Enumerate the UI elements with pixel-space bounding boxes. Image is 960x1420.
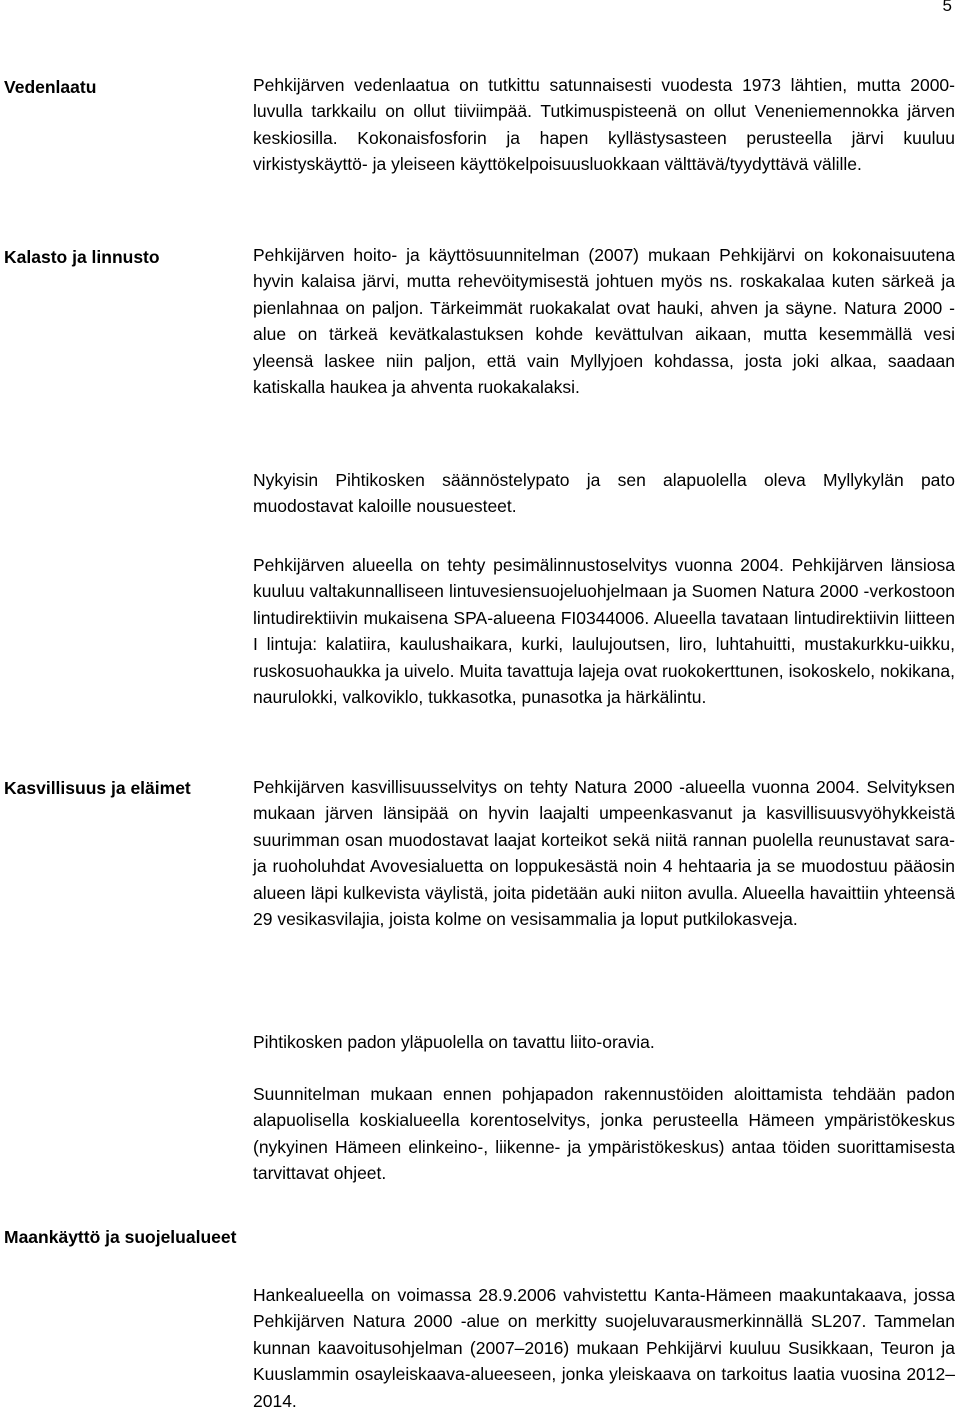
section-heading-maankaytto: Maankäyttö ja suojelualueet (4, 1227, 237, 1247)
section-heading-kasvillisuus: Kasvillisuus ja eläimet (4, 778, 191, 798)
paragraph-vedenlaatu: Pehkijärven vedenlaatua on tutkittu satunnaisesti vuodesta 1973 lähtien, mutta 2000-luvulla tarkkailu on ollut tiiviimpää. Tutkimuspisteenä on ollut Veneniemennokka järven keskiosilla. Kokonaisfosforin ja hapen kyllästysasteen perusteella järvi kuuluu virkistyskäyttö- ja yleiseen käyttökelpoisuusluokkaan välttävä/tyydyttävä välille. (253, 75, 955, 175)
paragraph-kasvillisuus-3: Suunnitelman mukaan ennen pohjapadon rakennustöiden aloittamista tehdään padon alapuolisella koskialueella korentoselvitys, jonka perusteella Hämeen ympäristökeskus (nykyinen Hämeen elinkeino-, liikenne- ja ympäristökeskus) antaa töiden suorittamisesta tarvittavat ohjeet. (253, 1084, 955, 1184)
paragraph-linnusto: Pehkijärven alueella on tehty pesimälinnustoselvitys vuonna 2004. Pehkijärven länsiosa kuuluu valtakunnalliseen lintuvesiensuojeluohjelmaan ja Suomen Natura 2000 -verkostoon lintudirektiivin mukaisena SPA-alueena FI0344006. Alueella tavataan lintudirektiivin liitteen I lintuja: kalatiira, kaulushaikara, kurki, laulujoutsen, liro, luhtahuitti, mustakurkku-uikku, ruskosuohaukka ja uivelo. Muita tavattuja lajeja ovat ruokokerttunen, isokoskelo, nokikana, naurulokki, valkoviklo, tukkasotka, punasotka ja härkälintu. (253, 555, 955, 708)
paragraph-kalasto-1: Pehkijärven hoito- ja käyttösuunnitelman (2007) mukaan Pehkijärvi on kokonaisuutena hyvin kalaisa järvi, mutta rehevöitymisestä johtuen myös ns. roskakalaa kuten särkeä ja pienlahnaa on paljon. Tärkeimmät ruokakalat ovat hauki, ahven ja säyne. Natura 2000 -alue on tärkeä kevätkalastuksen kohde kevättulvan aikaan, mutta kesemmällä vesi yleensä laskee niin paljon, että vain Myllyjoen kohdassa, josta joki alkaa, saadaan katiskalla haukea ja ahventa ruokakalaksi. (253, 245, 955, 398)
paragraph-kasvillisuus-1: Pehkijärven kasvillisuusselvitys on tehty Natura 2000 -alueella vuonna 2004. Selvityksen mukaan järven länsipää on hyvin laajalti umpeenkasvanut ja kasvillisuusvyöhykkeistä suurimman osan muodostavat laajat korteikot sekä niitä rannan puolella reunustavat sara- ja ruoholuhdat Avovesialuetta on loppukesästä noin 4 hehtaaria ja se muodostuu pääosin alueen läpi kulkevista väylistä, joita pidetään auki niiton avulla. Alueella havaittiin yhteensä 29 vesikasvilajia, joista kolme on vesisammalia ja loput putkilokasveja. (253, 777, 955, 930)
page-number: 5 (942, 0, 952, 15)
paragraph-kalasto-2: Nykyisin Pihtikosken säännöstelypato ja sen alapuolella oleva Myllykylän pato muodostavat kaloille nousuesteet. (253, 470, 955, 517)
paragraph-maankaytto: Hankealueella on voimassa 28.9.2006 vahvistettu Kanta-Hämeen maakuntakaava, jossa Pehkijärven Natura 2000 -alue on merkitty suojeluvarausmerkinnällä SL207. Tammelan kunnan kaavoitusohjelman (2007–2016) mukaan Pehkijärvi kuuluu Susikkaan, Teuron ja Kuuslammin osayleiskaava-alueeseen, jonka yleiskaava on tarkoitus laatia vuosina 2012–2014. (253, 1285, 955, 1411)
section-heading-vedenlaatu: Vedenlaatu (4, 77, 97, 97)
paragraph-kasvillisuus-2: Pihtikosken padon yläpuolella on tavattu liito-oravia. (253, 1032, 655, 1052)
section-heading-kalasto: Kalasto ja linnusto (4, 247, 160, 267)
